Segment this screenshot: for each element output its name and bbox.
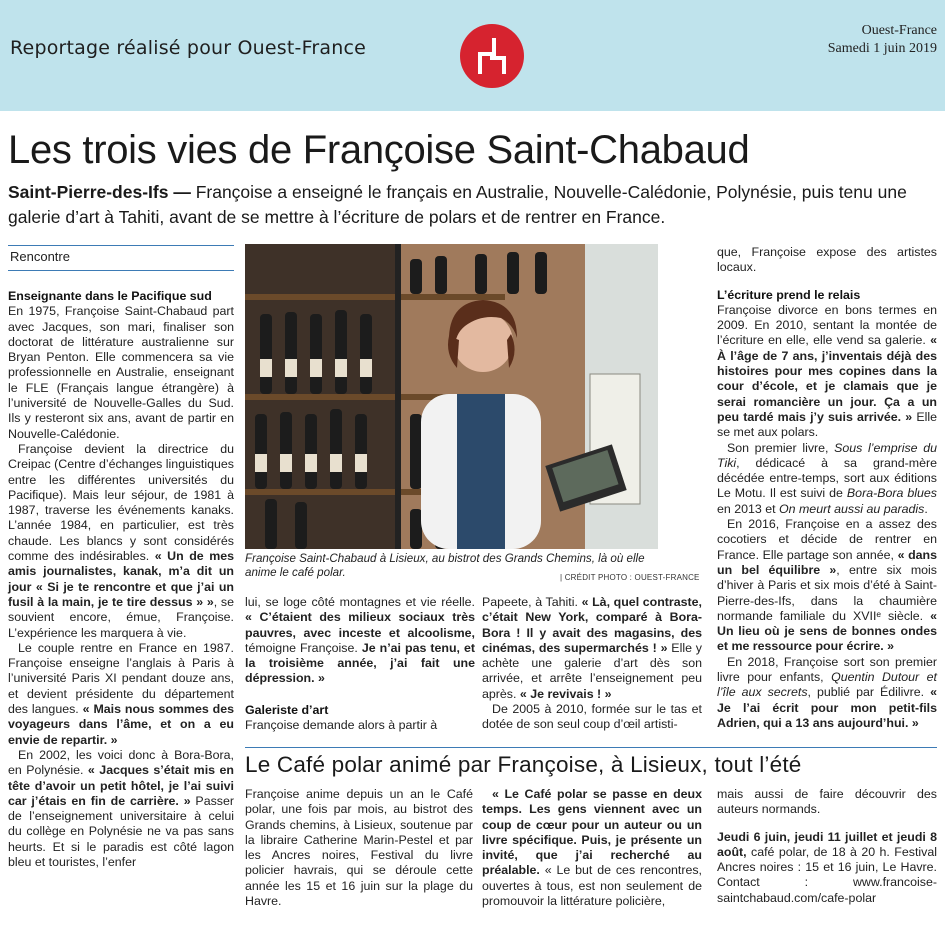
paragraph: que, Françoise expose des artistes locaux.	[717, 245, 937, 275]
paragraph: De 2005 à 2010, formée sur le tas et dotée de son seul coup d’œil artisti-	[482, 702, 702, 732]
quote: « Jacques s’était mis en tête d’avoir un petit hôtel, je l’ai suivi car j’étais en fin de carrière. »	[8, 763, 234, 808]
publication-info	[828, 22, 937, 58]
book-title: On meurt aussi au paradis	[779, 501, 925, 516]
article-column-4	[717, 245, 937, 731]
quote: « Le Café polar se passe en deux temps. Les gens viennent avec un coup de cœur pour un auteur ou un livre spécifique. Puis, je présente un invité, que j’ai recherché au préalable.	[482, 787, 702, 878]
quote: « Un de mes amis journalistes, kanak, m’a dit un jour « Si je te rencontre et que j’ai un fusil à la main, je te tire dessus » »	[8, 549, 234, 609]
event-dates: Jeudi 6 juin, jeudi 11 juillet et jeudi 8 août,	[717, 829, 937, 859]
paragraph	[717, 655, 937, 731]
paragraph	[717, 441, 937, 517]
quote: « À l’âge de 7 ans, j’inventais déjà des histoires pour mes copines dans la cour d’école, et je clamais que je serai romancière un jour. Ça a un peu tardé mais j’y suis arrivée. »	[717, 333, 937, 424]
article-headline: Les trois vies de Françoise Saint-Chabaud	[8, 128, 750, 172]
article-column-1	[8, 289, 234, 870]
text: Françoise divorce en bons termes en 2009. En 2010, sentant la montée de l’écriture en elle, elle vend sa galerie.	[717, 302, 937, 348]
paragraph	[482, 787, 702, 909]
ouest-france-logo-icon	[460, 24, 524, 88]
box-column-1	[245, 787, 473, 909]
book-title: Sous l’emprise du Tiki	[717, 440, 937, 470]
text: témoigne Françoise.	[245, 640, 362, 655]
paragraph: mais aussi de faire découvrir des auteurs normands.	[717, 787, 937, 817]
text: .	[924, 501, 928, 516]
box-top-rule	[245, 747, 937, 748]
section-heading-gallery: Galeriste d’art	[245, 702, 329, 717]
event-info	[717, 830, 937, 906]
paragraph: Françoise demande alors à partir à	[245, 718, 438, 733]
quote: « Là, quel contraste, c’était New York, comparé à Bora-Bora ! Il y avait des magasins, des cinémas, des supermarchés ! »	[482, 595, 702, 655]
text: Papeete, à Tahiti.	[482, 595, 578, 609]
box-title: Le Café polar animé par Françoise, à Lisieux, tout l’été	[245, 752, 802, 777]
text: En 2016, Françoise en a assez des cocotiers et décide de rentrer en France. Elle partage son année,	[717, 517, 937, 562]
section-heading-writing: L’écriture prend le relais	[717, 287, 861, 302]
text: en 2013 et	[717, 501, 780, 516]
text: Elle se met aux polars.	[717, 409, 938, 440]
paragraph	[717, 303, 937, 441]
section-heading-pacific: Enseignante dans le Pacifique sud	[8, 289, 212, 303]
quote: « dans un bel équilibre »	[717, 547, 937, 577]
quote: « Un lieu où je sens de bonnes ondes et me ressource pour écrire. »	[717, 608, 937, 654]
article-lead	[8, 180, 938, 230]
paragraph	[8, 442, 234, 641]
rubric-top-rule	[8, 245, 234, 246]
text: , publié par Édilivre.	[807, 685, 925, 700]
dateline: Saint-Pierre-des-Ifs —	[8, 182, 191, 202]
text: Passer de l’enseignement universitaire à celui du collège en Polynésie ne va pas sans heurts. Et si le paradis est côté lagon bleu et touristes, l’enfer	[8, 793, 234, 869]
text: lui, se loge côté montagnes et vie réelle.	[245, 595, 475, 609]
paragraph	[717, 517, 937, 655]
paragraph	[245, 595, 475, 687]
header-banner	[0, 0, 945, 111]
box-column-2	[482, 787, 702, 909]
text: Le couple rentre en France en 1987. Françoise enseigne l’anglais à Paris à l’université Paris XI pendant douze ans, et devient présidente du département des langues.	[8, 640, 234, 717]
text: Elle y achète une galerie d’art dès son arrivée, et arrête l’enseignement peu après.	[482, 640, 702, 701]
article-column-2	[245, 595, 475, 733]
rubric-label: Rencontre	[10, 249, 70, 264]
quote: « C’étaient des milieux sociaux très pauvres, avec inceste et alcoolisme,	[245, 610, 475, 640]
paragraph	[8, 748, 234, 870]
wine-shop-photo-illustration	[245, 244, 658, 549]
quote: « Je revivais ! »	[516, 686, 612, 701]
text: Françoise devient la directrice du Creipac (Centre d’échanges linguistiques entre les différentes universités du Pacifique). Mais leur séjour, de 1981 à 1987, traverse les événements kanaks. L’année 1984, en particulier, est très chaude. Les blancs y sont considérés comme des indésirables.	[8, 441, 234, 564]
photo-credit: | CRÉDIT PHOTO : OUEST-FRANCE	[560, 573, 700, 582]
article-column-3	[482, 595, 702, 733]
quote: Je n’ai pas tenu, et la troisième année, j’ai fait une dépression. »	[245, 640, 475, 686]
text: café polar, de 18 à 20 h. Festival Ancres noires : 15 et 16 juin, Le Havre. Contact : www.francoise-saintchabaud.com/cafe-polar	[717, 844, 937, 905]
paragraph: Françoise anime depuis un an le Café polar, une fois par mois, au bistrot des Grands chemins, à Lisieux, soutenue par la libraire Catherine Marin-Pestel et par les Ancres noires, Festival du livre policier havrais, qui se déroule cette année les 15 et 16 juin sur la plage du Havre.	[245, 787, 473, 909]
text: En 2018, Françoise sort son premier livre pour enfants,	[717, 654, 937, 685]
quote: « Mais nous sommes des voyageurs dans l’âme, et on a eu envie de repartir. »	[8, 702, 234, 747]
paragraph: En 1975, Françoise Saint-Chabaud part avec Jacques, son mari, finaliser son doctorat de littérature australienne sur Bryan Penton. Elle commencera sa vie professionnelle en Australie, enseignant le FLE (Français langue étrangère) à l’université de Nouvelle-Galles du Sud. Ils y resteront six ans, avant de partir en Nouvelle-Calédonie.	[8, 304, 234, 441]
quote: « Je l’ai écrit pour mon petit-fils Adrien, qui a 13 ans aujourd’hui. »	[717, 685, 937, 730]
paragraph	[482, 595, 702, 702]
text: , dédicacé à sa grand-mère décédée entre-temps, sort aux éditions Le Motu. Il est suivi de	[717, 455, 937, 501]
book-title: Quentin Dutour et l’île aux secrets	[717, 670, 937, 700]
text: , entre six mois d’hiver à Paris et six mois d’été à Saint-Pierre-des-Ifs, dans la chaumière normande familiale du XVIIᵉ siècle.	[717, 562, 937, 623]
paragraph	[8, 641, 234, 748]
lead-text: Françoise a enseigné le français en Australie, Nouvelle-Calédonie, Polynésie, puis tenu une galerie d’art à Tahiti, avant de se mettre à l’écriture de polars et de rentrer en France.	[8, 182, 907, 227]
text: En 2002, les voici donc à Bora-Bora, en Polynésie.	[8, 747, 234, 778]
publication-name: Ouest-France	[861, 23, 937, 38]
text: Son premier livre,	[727, 440, 835, 455]
article-photo	[245, 244, 658, 549]
text: « Le but de ces rencontres, ouvertes à tous, est non seulement de promouvoir la littérature policière,	[482, 863, 702, 909]
rubric-bottom-rule	[8, 270, 234, 271]
banner-title: Reportage réalisé pour Ouest-France	[10, 37, 366, 59]
box-column-3	[717, 787, 937, 906]
photo-caption: Françoise Saint-Chabaud à Lisieux, au bistrot des Grands Chemins, là où elle anime le café polar.	[245, 552, 645, 579]
book-title: Bora-Bora blues	[846, 486, 937, 501]
text: , se souvient encore, émue, Françoise. L’expérience les marquera à vie.	[8, 594, 234, 640]
publication-date: Samedi 1 juin 2019	[827, 41, 937, 56]
